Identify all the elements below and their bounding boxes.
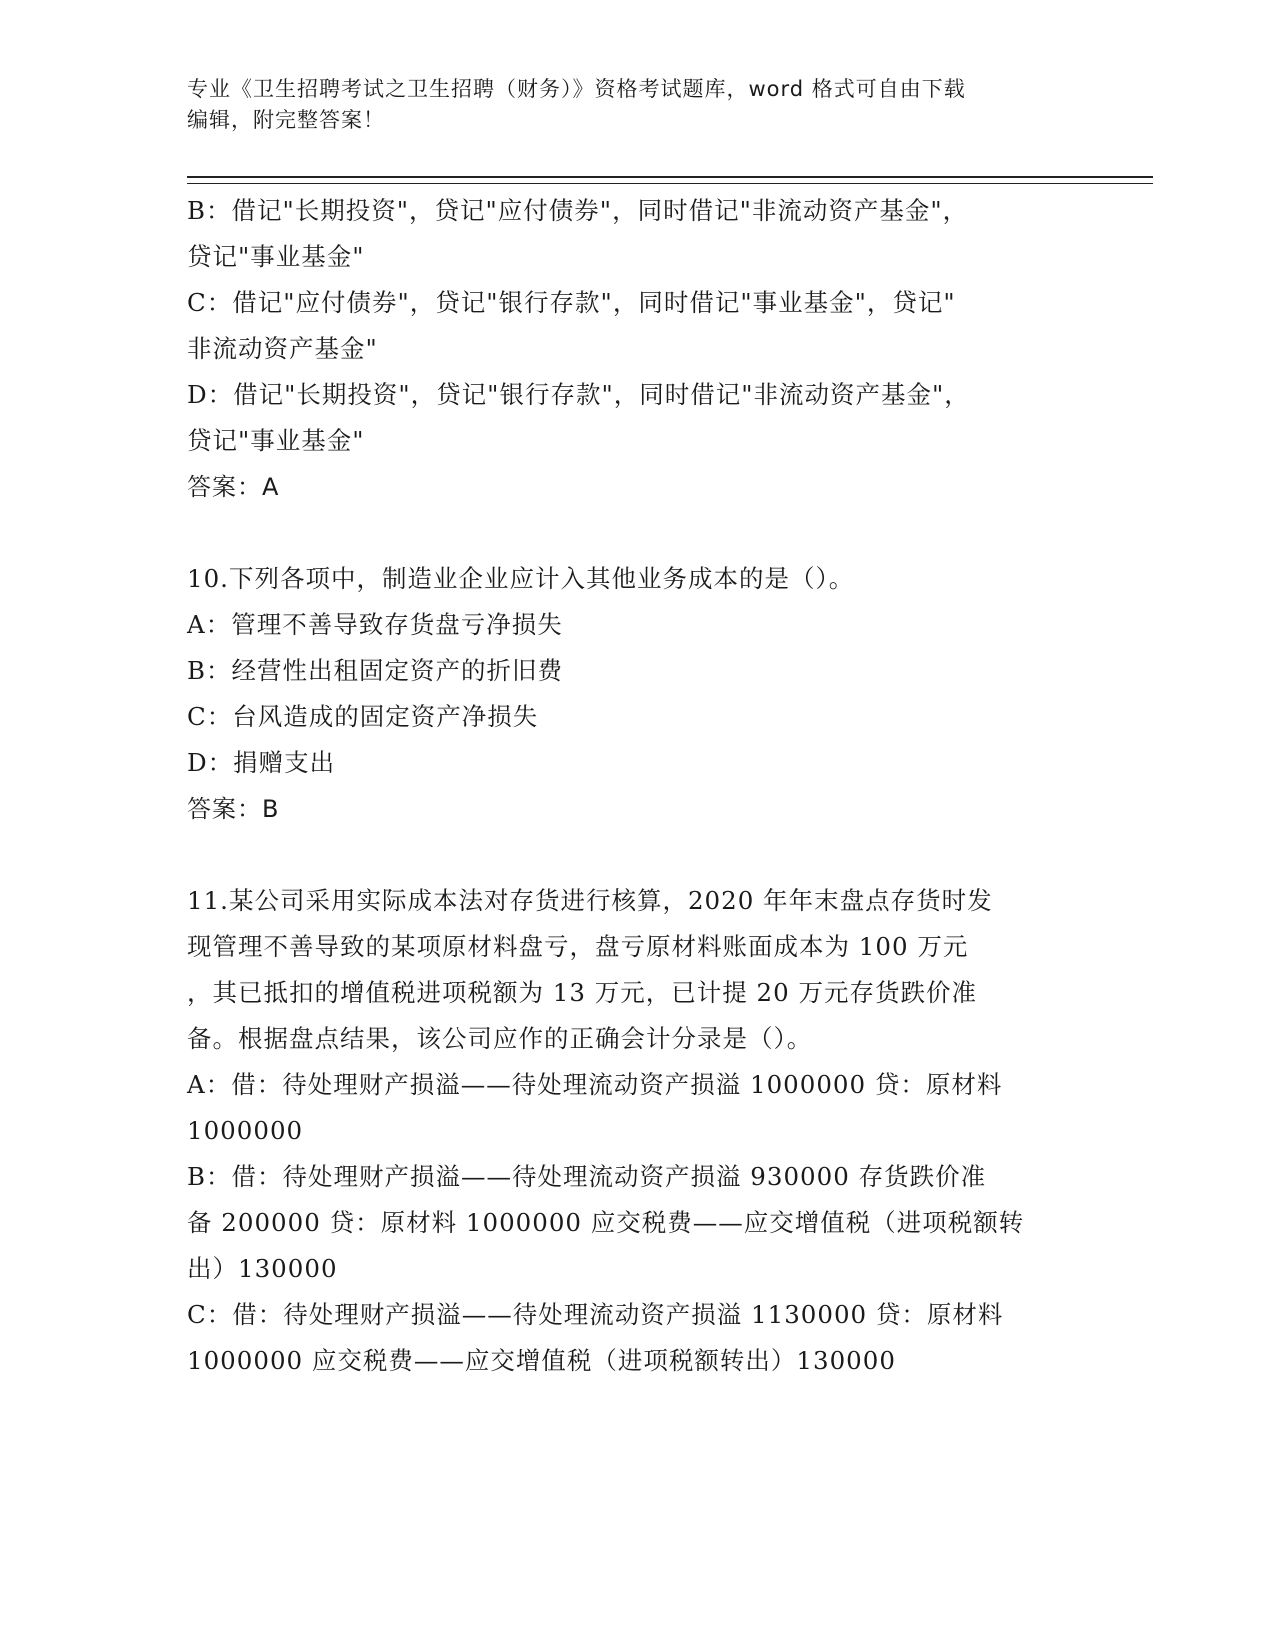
option-c-line-2: 1000000 应交税费——应交增值税（进项税额转出）130000	[187, 1346, 896, 1375]
question-11	[187, 878, 1087, 1384]
option-b-line-3: 出）130000	[187, 1254, 338, 1283]
option-c-line-2: 非流动资产基金"	[187, 334, 378, 363]
option-b-line-2: 备 200000 贷：原材料 1000000 应交税费——应交增值税（进项税额转	[187, 1208, 1025, 1237]
header-divider-thin	[187, 183, 1153, 184]
header-line-2: 编辑，附完整答案！	[187, 108, 385, 132]
spacer	[187, 510, 1087, 556]
option-a: A：管理不善导致存货盘亏净损失	[187, 610, 563, 639]
option-c: C：台风造成的固定资产净损失	[187, 702, 539, 731]
question-stem-line-1: 11.某公司采用实际成本法对存货进行核算，2020 年年末盘点存货时发	[187, 886, 993, 915]
option-d-line-1: D：借记"长期投资"，贷记"银行存款"，同时借记"非流动资产基金"，	[187, 380, 970, 409]
question-stem: 10.下列各项中，制造业企业应计入其他业务成本的是（）。	[187, 564, 855, 593]
question-9-options	[187, 188, 1087, 510]
spacer	[187, 832, 1087, 878]
question-stem-line-3: ，其已抵扣的增值税进项税额为 13 万元，已计提 20 万元存货跌价准	[187, 978, 977, 1007]
option-c-line-1: C：借：待处理财产损溢——待处理流动资产损溢 1130000 贷：原材料	[187, 1300, 1004, 1329]
answer-label: 答案：B	[187, 795, 280, 823]
option-b: B：经营性出租固定资产的折旧费	[187, 656, 564, 685]
document-header	[187, 74, 1067, 136]
question-stem-line-2: 现管理不善导致的某项原材料盘亏，盘亏原材料账面成本为 100 万元	[187, 932, 969, 961]
option-d-line-2: 贷记"事业基金"	[187, 426, 365, 455]
option-a-line-2: 1000000	[187, 1116, 304, 1145]
option-b-line-1: B：借：待处理财产损溢——待处理流动资产损溢 930000 存货跌价准	[187, 1162, 987, 1191]
question-10	[187, 556, 1087, 832]
option-b-line-1: B：借记"长期投资"，贷记"应付债券"，同时借记"非流动资产基金"，	[187, 196, 969, 225]
option-d: D：捐赠支出	[187, 748, 336, 777]
header-line-1: 专业《卫生招聘考试之卫生招聘（财务）》资格考试题库，word 格式可自由下载	[187, 77, 966, 101]
document-body	[187, 188, 1087, 1384]
option-b-line-2: 贷记"事业基金"	[187, 242, 365, 271]
option-c-line-1: C：借记"应付债券"，贷记"银行存款"，同时借记"事业基金"，贷记"	[187, 288, 956, 317]
option-a-line-1: A：借：待处理财产损溢——待处理流动资产损溢 1000000 贷：原材料	[187, 1070, 1003, 1099]
question-stem-line-4: 备。根据盘点结果，该公司应作的正确会计分录是（）。	[187, 1024, 813, 1053]
header-divider-thick	[187, 176, 1153, 178]
answer-label: 答案：A	[187, 473, 280, 501]
